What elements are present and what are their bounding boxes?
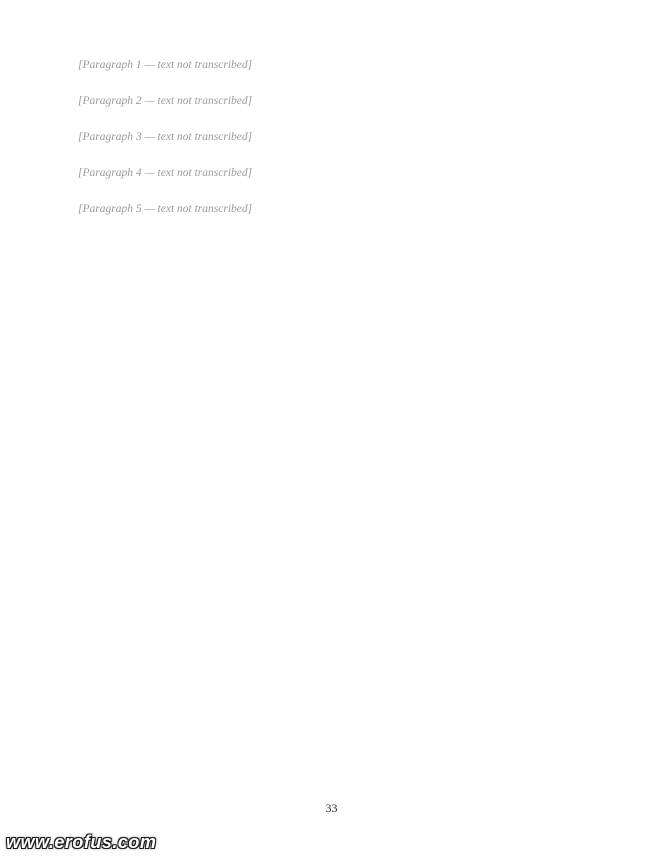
paragraph-2: [Paragraph 2 — text not transcribed] xyxy=(78,95,253,107)
site-watermark: www.erofus.com xyxy=(6,832,157,852)
paragraph-5: [Paragraph 5 — text not transcribed] xyxy=(78,203,253,215)
paragraph-3: [Paragraph 3 — text not transcribed] xyxy=(78,131,253,143)
paragraph-1: [Paragraph 1 — text not transcribed] xyxy=(78,59,253,71)
paragraph-4: [Paragraph 4 — text not transcribed] xyxy=(78,167,253,179)
text-column xyxy=(78,56,608,236)
page-number: 33 xyxy=(325,801,338,815)
